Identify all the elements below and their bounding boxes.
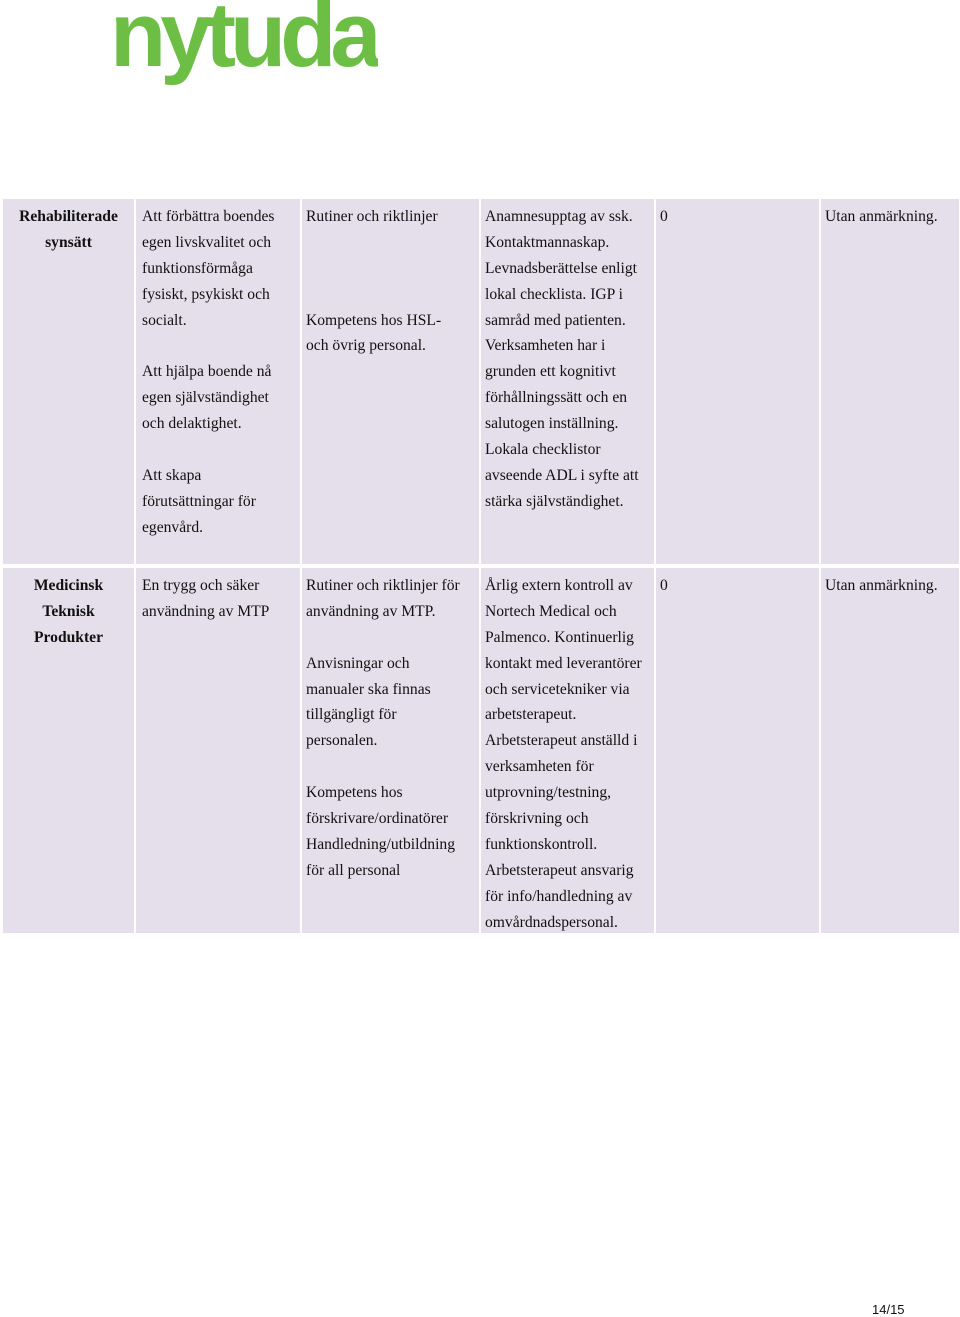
cell-text-line: Att hjälpa boende nå xyxy=(142,363,272,381)
cell-text-line: synsätt xyxy=(45,233,92,251)
routine-cell xyxy=(302,199,479,564)
cell-text-line: förskrivning och xyxy=(485,810,589,828)
cell-text-line: förhållningssätt och en xyxy=(485,389,628,407)
cell-text-line: egen livskvalitet och xyxy=(142,233,272,251)
cell-text-line: samråd med patienten. xyxy=(485,311,626,329)
cell-text-line: En trygg och säker xyxy=(142,577,260,594)
cell-text-line: Handledning/utbildning xyxy=(306,835,455,853)
cell-text-line: Anvisningar och xyxy=(306,654,410,672)
cell-text-line: Att skapa xyxy=(142,466,202,484)
remark-cell xyxy=(821,199,959,564)
cell-text-line: Rutiner och riktlinjer för xyxy=(306,577,460,594)
cell-text-line: grunden ett kognitivt xyxy=(485,363,616,381)
deviation-count-cell xyxy=(656,568,819,933)
cell-text-line: förutsättningar för xyxy=(142,492,256,510)
logo-wordmark: nytuda xyxy=(110,0,376,86)
cell-text-line: manualer ska finnas xyxy=(306,680,431,698)
cell-text-line: omvårdnadspersonal. xyxy=(485,913,618,931)
cell-text-line: avseende ADL i syfte att xyxy=(485,466,639,484)
cell-text-line: Palmenco. Kontinuerlig xyxy=(485,628,634,646)
cell-text-line: och övrig personal. xyxy=(306,337,426,355)
control-cell xyxy=(481,199,654,564)
cell-text-line: Rehabiliterade xyxy=(19,208,118,225)
cell-text-line: användning av MTP xyxy=(142,602,270,620)
cell-text-line: Årlig extern kontroll av xyxy=(485,577,633,594)
category-cell xyxy=(3,199,134,564)
table-row xyxy=(3,199,959,564)
cell-text-line: socialt. xyxy=(142,311,187,329)
cell-text-line: personalen. xyxy=(306,732,378,750)
blank-line xyxy=(306,625,479,651)
category-cell xyxy=(3,568,134,933)
cell-text-line: Rutiner och riktlinjer xyxy=(306,208,438,225)
control-cell xyxy=(481,568,654,933)
cell-text-line: Arbetsterapeut ansvarig xyxy=(485,861,634,879)
cell-text-line: Levnadsberättelse enligt xyxy=(485,259,637,277)
cell-text-line: för all personal xyxy=(306,861,401,879)
cell-text-line: Kontaktmannaskap. xyxy=(485,233,610,251)
cell-text-line: och servicetekniker via xyxy=(485,680,630,698)
cell-text-line: Kompetens hos xyxy=(306,784,403,802)
table-row xyxy=(3,568,959,933)
cell-text-line: fysiskt, psykiskt och xyxy=(142,285,270,303)
cell-text-line: Lokala checklistor xyxy=(485,441,601,459)
cell-text-line: arbetsterapeut. xyxy=(485,706,577,724)
cell-text-line: egen självständighet xyxy=(142,389,269,407)
cell-text-line: Verksamheten har i xyxy=(485,337,606,355)
cell-text-line: funktionsförmåga xyxy=(142,259,253,277)
cell-text-line: utprovning/testning, xyxy=(485,784,612,802)
cell-text-line: Kompetens hos HSL- xyxy=(306,311,442,329)
blank-line xyxy=(306,230,479,256)
cell-text-line: och delaktighet. xyxy=(142,415,242,433)
cell-text-line: kontakt med leverantörer xyxy=(485,654,642,672)
cell-text-line: Anamnesupptag av ssk. xyxy=(485,208,633,225)
cell-text-line: 0 xyxy=(660,208,668,225)
cell-text-line: Teknisk xyxy=(42,602,95,620)
cell-text-line: Utan anmärkning. xyxy=(825,208,938,225)
cell-text-line: förskrivare/ordinatörer xyxy=(306,810,449,828)
cell-text-line: egenvård. xyxy=(142,518,204,536)
blank-line xyxy=(142,437,300,463)
cell-text-line: salutogen inställning. xyxy=(485,415,619,433)
blank-line xyxy=(306,256,479,282)
goal-cell xyxy=(136,568,300,933)
cell-text-line: Arbetsterapeut anställd i xyxy=(485,732,638,750)
blank-line xyxy=(306,754,479,780)
cell-text-line: tillgängligt för xyxy=(306,706,397,724)
nytuda-logo xyxy=(108,0,378,95)
cell-text-line: Utan anmärkning. xyxy=(825,577,938,594)
cell-text-line: funktionskontroll. xyxy=(485,835,598,853)
cell-text-line: Produkter xyxy=(33,628,103,646)
blank-line xyxy=(142,333,300,359)
cell-text-line: lokal checklista. IGP i xyxy=(485,285,623,303)
cell-text-line: 0 xyxy=(660,577,668,594)
goal-cell xyxy=(136,199,300,564)
deviation-count-cell xyxy=(656,199,819,564)
routine-cell xyxy=(302,568,479,933)
cell-text-line: stärka självständighet. xyxy=(485,492,624,510)
cell-text-line: användning av MTP. xyxy=(306,602,436,620)
cell-text-line: verksamheten för xyxy=(485,758,594,776)
cell-text-line: Medicinsk xyxy=(33,577,104,594)
blank-line xyxy=(306,282,479,308)
cell-text-line: för info/handledning av xyxy=(485,887,633,905)
cell-text-line: Nortech Medical och xyxy=(485,602,617,620)
remark-cell xyxy=(821,568,959,933)
cell-text-line: Att förbättra boendes xyxy=(142,208,275,225)
page-number: 14/15 xyxy=(872,1302,905,1317)
